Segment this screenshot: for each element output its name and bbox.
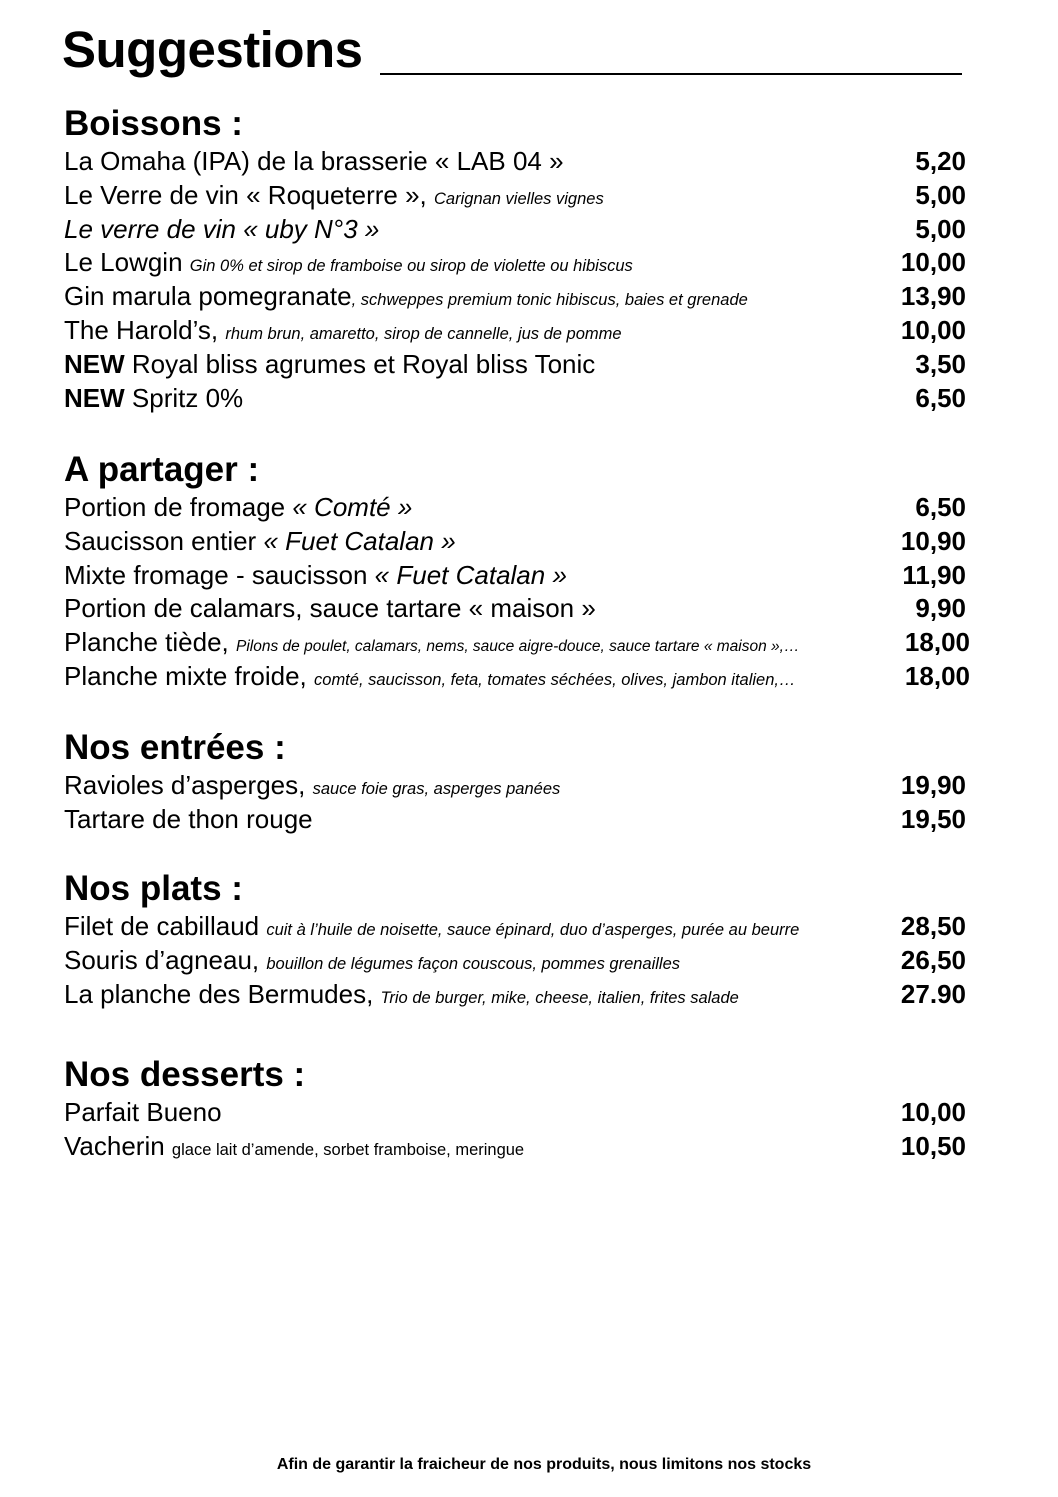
- item-name: Ravioles d’asperges,: [64, 770, 313, 800]
- item-name: Vacherin: [64, 1130, 172, 1161]
- menu-item: [64, 660, 970, 694]
- menu-item: [64, 314, 970, 348]
- footer-note: Afin de garantir la fraicheur de nos produits, nous limitons nos stocks: [276, 1456, 812, 1473]
- item-description: , schweppes premium tonic hibiscus, baies et grenade: [351, 291, 748, 310]
- menu-item: [64, 1130, 970, 1164]
- item-name: The Harold’s,: [64, 314, 226, 345]
- item-name: Le Lowgin: [64, 247, 190, 278]
- section-nos-plats: [64, 868, 970, 1011]
- item-name: Planche mixte froide,: [64, 660, 315, 691]
- item-description: Pilons de poulet, calamars, nems, sauce aigre-douce, sauce tartare « maison »,…: [236, 638, 800, 656]
- item-description: sauce foie gras, asperges panées: [312, 780, 561, 798]
- item-price: 6,50: [915, 382, 966, 413]
- menu-item: [64, 626, 970, 660]
- section-boissons: [64, 103, 970, 415]
- item-description: Trio de burger, mike, cheese, italien, frites salade: [380, 988, 739, 1007]
- item-name: Souris d’agneau,: [64, 944, 267, 975]
- item-name: Planche tiède,: [64, 627, 237, 658]
- item-price: 13,90: [900, 281, 966, 312]
- section-a-partager: [64, 449, 970, 694]
- item-price: 28,50: [900, 911, 966, 941]
- item-name-italic: « Comté »: [292, 492, 413, 522]
- item-description: Gin 0% et sirop de framboise ou sirop de violette ou hibiscus: [189, 257, 633, 276]
- item-name-italic: « Fuet Catalan »: [263, 525, 456, 556]
- header: [62, 20, 962, 80]
- menu-item: [64, 348, 970, 382]
- item-name: Portion de fromage: [64, 492, 293, 522]
- title-underline: [380, 73, 962, 75]
- new-badge: NEW: [64, 348, 125, 379]
- item-price: 18,00: [904, 660, 970, 691]
- section-title: A partager :: [64, 450, 260, 489]
- item-name: Gin marula pomegranate: [64, 281, 352, 312]
- section-title: Boissons :: [64, 104, 243, 143]
- item-name: Mixte fromage - saucisson: [64, 559, 375, 590]
- menu-item: [64, 769, 970, 803]
- item-name: Saucisson entier: [64, 525, 264, 556]
- menu-item: [64, 179, 970, 213]
- item-price: 6,50: [915, 492, 966, 522]
- menu-item: [64, 944, 970, 978]
- menu-item: [64, 213, 970, 247]
- item-description: rhum brun, amaretto, sirop de cannelle, jus de pomme: [225, 324, 622, 343]
- item-price: 11,90: [902, 559, 966, 590]
- item-price: 10,50: [900, 1130, 966, 1161]
- item-price: 5,00: [915, 213, 966, 244]
- menu-item: [64, 280, 970, 314]
- page-title: Suggestions: [62, 21, 363, 78]
- menu-item: [64, 592, 970, 626]
- menu-item: [64, 525, 970, 559]
- item-price: 27.90: [900, 978, 966, 1009]
- item-price: 18,00: [904, 626, 970, 660]
- menu-item: [64, 246, 970, 280]
- menu-item: [64, 491, 970, 525]
- item-name: Portion de calamars, sauce tartare « maison »: [64, 593, 596, 624]
- item-price: 10,90: [900, 525, 966, 556]
- menu-item: [64, 803, 970, 837]
- item-description: Carignan vielles vignes: [434, 189, 604, 208]
- section-nos-desserts: [64, 1054, 970, 1164]
- item-name: Le verre de vin « uby N°3 »: [64, 213, 380, 244]
- item-description: glace lait d’amende, sorbet framboise, meringue: [171, 1140, 525, 1159]
- item-name: La Omaha (IPA) de la brasserie « LAB 04 »: [64, 146, 564, 176]
- menu-item: [64, 559, 970, 593]
- item-name: Filet de cabillaud: [64, 911, 267, 941]
- item-price: 10,00: [900, 247, 966, 278]
- menu-item: [64, 145, 970, 179]
- section-title: Nos plats :: [64, 869, 243, 908]
- item-description: bouillon de légumes façon couscous, pommes grenailles: [266, 954, 681, 973]
- item-price: 19,90: [900, 770, 966, 800]
- item-name-italic: « Fuet Catalan »: [374, 559, 567, 590]
- item-name: Spritz 0%: [124, 382, 244, 413]
- item-name: Parfait Bueno: [64, 1097, 222, 1127]
- menu-item: [64, 910, 970, 944]
- item-price: 19,50: [900, 803, 966, 834]
- section-title: Nos desserts :: [64, 1055, 306, 1094]
- new-badge: NEW: [64, 382, 125, 413]
- item-price: 5,00: [915, 179, 966, 210]
- item-name: La planche des Bermudes,: [64, 978, 381, 1009]
- item-price: 26,50: [900, 944, 966, 975]
- menu-item: [64, 382, 970, 416]
- menu-item: [64, 978, 970, 1012]
- item-price: 10,00: [900, 1097, 966, 1127]
- item-name: Le Verre de vin « Roqueterre »,: [64, 179, 435, 210]
- item-description: comté, saucisson, feta, tomates séchées, olives, jambon italien,…: [314, 670, 796, 689]
- item-name: Royal bliss agrumes et Royal bliss Tonic: [124, 348, 596, 379]
- section-title: Nos entrées :: [64, 728, 286, 767]
- item-price: 10,00: [900, 314, 966, 345]
- menu-item: [64, 1096, 970, 1130]
- item-description: cuit à l’huile de noisette, sauce épinard, duo d’asperges, purée au beurre: [266, 921, 800, 939]
- item-price: 3,50: [915, 348, 966, 379]
- item-name: Tartare de thon rouge: [64, 803, 313, 834]
- item-price: 5,20: [915, 146, 966, 176]
- section-nos-entrees: [64, 727, 970, 837]
- item-price: 9,90: [915, 593, 966, 624]
